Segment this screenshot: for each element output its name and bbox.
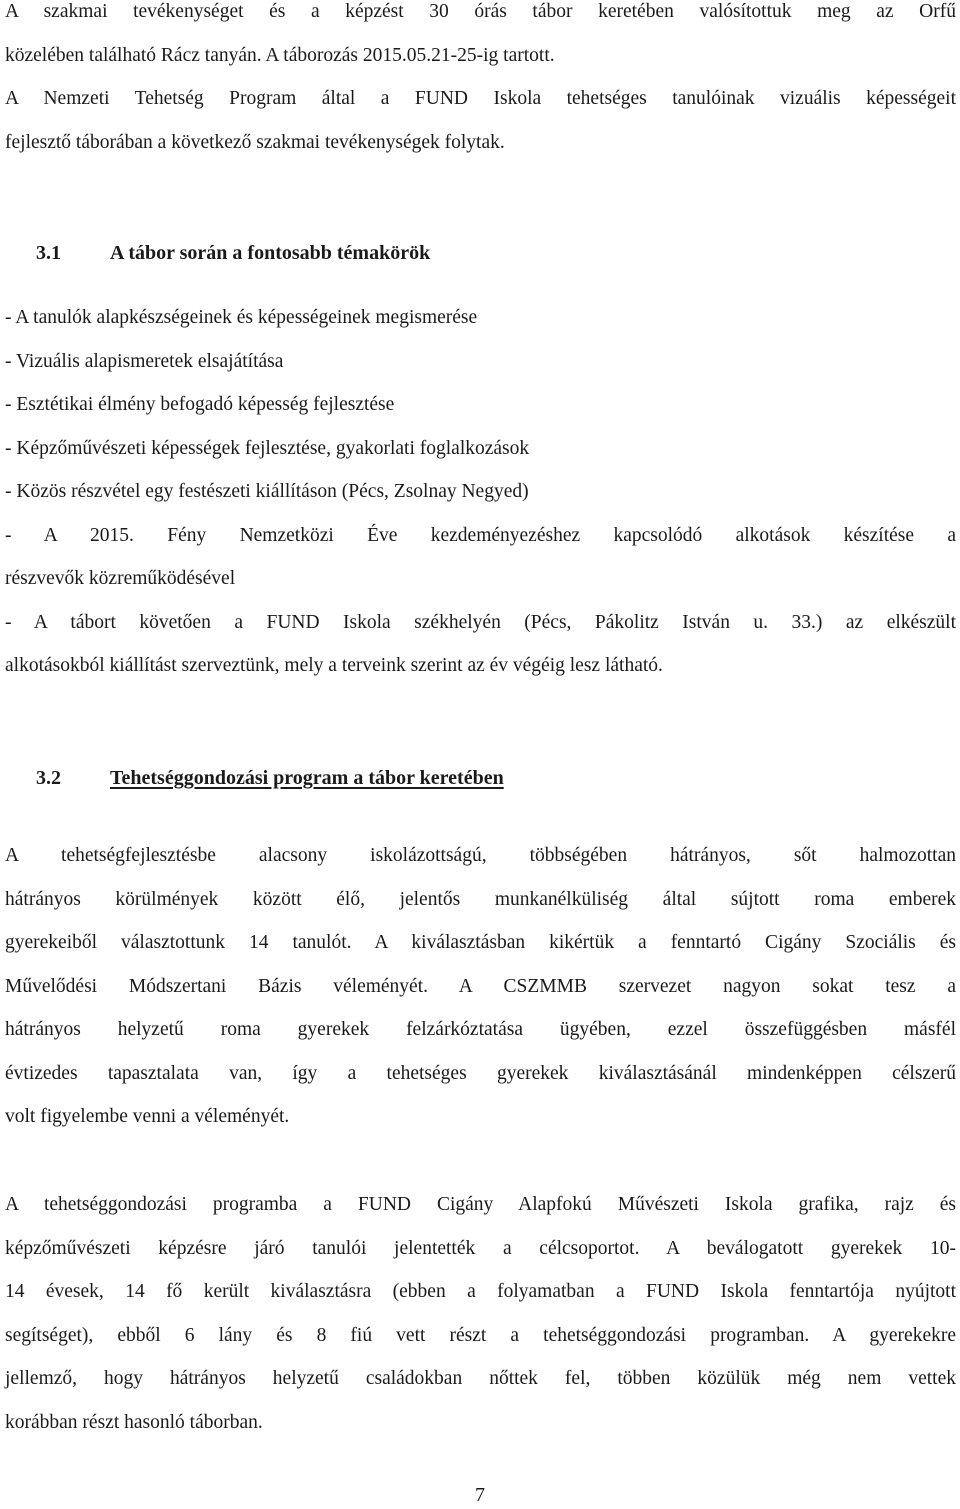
page-number: 7 [475, 1484, 485, 1506]
section-number: 3.2 [36, 767, 61, 789]
list-item-line: - A tábort követően a FUND Iskola székhelyén (Pécs, Pákolitz István u. 33.) az elkészült [5, 611, 956, 633]
paragraph-line: gyerekeiből választottunk 14 tanulót. A kiválasztásban kikértük a fenntartó Cigány Szociális és [5, 932, 956, 953]
intro-line: közelében található Rácz tanyán. A táborozás 2015.05.21-25-ig tartott. [5, 44, 555, 66]
paragraph-line: Művelődési Módszertani Bázis véleményét. A CSZMMB szervezet nagyon sokat tesz a [5, 975, 956, 997]
list-item: - Képzőművészeti képességek fejlesztése, gyakorlati foglalkozások [5, 437, 530, 459]
paragraph-line: korábban részt hasonló táborban. [5, 1411, 263, 1433]
list-item-line: - A 2015. Fény Nemzetközi Éve kezdeményezéshez kapcsolódó alkotások készítése a [5, 524, 956, 546]
list-item: - A tanulók alapkészségeinek és képességeinek megismerése [5, 307, 478, 328]
intro-line: A Nemzeti Tehetség Program által a FUND Iskola tehetséges tanulóinak vizuális képességeit [5, 88, 956, 109]
paragraph-selection [5, 834, 956, 1139]
intro-paragraph [5, 0, 956, 164]
intro-line: fejlesztő táborában a következő szakmai tevékenységek folytak. [5, 131, 505, 153]
section-heading-3-2 [5, 763, 504, 793]
paragraph-line: hátrányos helyzetű roma gyerekek felzárkóztatása ügyében, ezzel összefüggésben másfél [5, 1019, 956, 1040]
topic-list [5, 296, 956, 688]
list-item: - Közös részvétel egy festészeti kiállításon (Pécs, Zsolnay Negyed) [5, 481, 529, 502]
section-title: Tehetséggondozási program a tábor keretében [110, 767, 504, 789]
intro-line: A szakmai tevékenységet és a képzést 30 órás tábor keretében valósítottuk meg az Orfű [5, 1, 956, 22]
paragraph-line: volt figyelembe venni a véleményét. [5, 1106, 290, 1127]
paragraph-line: segítséget), ebből 6 lány és 8 fiú vett részt a tehetséggondozási programban. A gyerekekre [5, 1324, 956, 1346]
list-item-line: részvevők közreműködésével [5, 568, 236, 589]
paragraph-line: évtizedes tapasztalata van, így a tehetséges gyerekek kiválasztásánál mindenképpen célszerű [5, 1062, 956, 1084]
list-item-line: alkotásokból kiállítást szerveztünk, mely a terveink szerint az év végéig lesz látható. [5, 655, 663, 676]
paragraph-target-group [5, 1183, 956, 1444]
list-item-multiline [5, 601, 956, 688]
section-heading-3-1 [5, 238, 430, 268]
paragraph-line: A tehetségfejlesztésbe alacsony iskolázottságú, többségében hátrányos, sőt halmozottan [5, 845, 956, 866]
list-item: - Esztétikai élmény befogadó képesség fejlesztése [5, 394, 395, 415]
paragraph-line: 14 évesek, 14 fő került kiválasztásra (ebben a folyamatban a FUND Iskola fenntartója nyújtott [5, 1281, 956, 1302]
section-number: 3.1 [36, 242, 61, 264]
list-item: - Vizuális alapismeretek elsajátítása [5, 350, 284, 372]
section-title: A tábor során a fontosabb témakörök [110, 242, 431, 264]
paragraph-line: A tehetséggondozási programba a FUND Cigány Alapfokú Művészeti Iskola grafika, rajz és [5, 1194, 956, 1215]
paragraph-line: hátrányos körülmények között élő, jelentős munkanélküliség által sújtott roma emberek [5, 888, 956, 910]
paragraph-line: képzőművészeti képzésre járó tanulói jelentették a célcsoportot. A beválogatott gyerekek 10- [5, 1237, 956, 1259]
list-item-multiline [5, 514, 956, 601]
paragraph-line: jellemző, hogy hátrányos helyzetű családokban nőttek fel, többen közülük még nem vettek [5, 1368, 956, 1389]
